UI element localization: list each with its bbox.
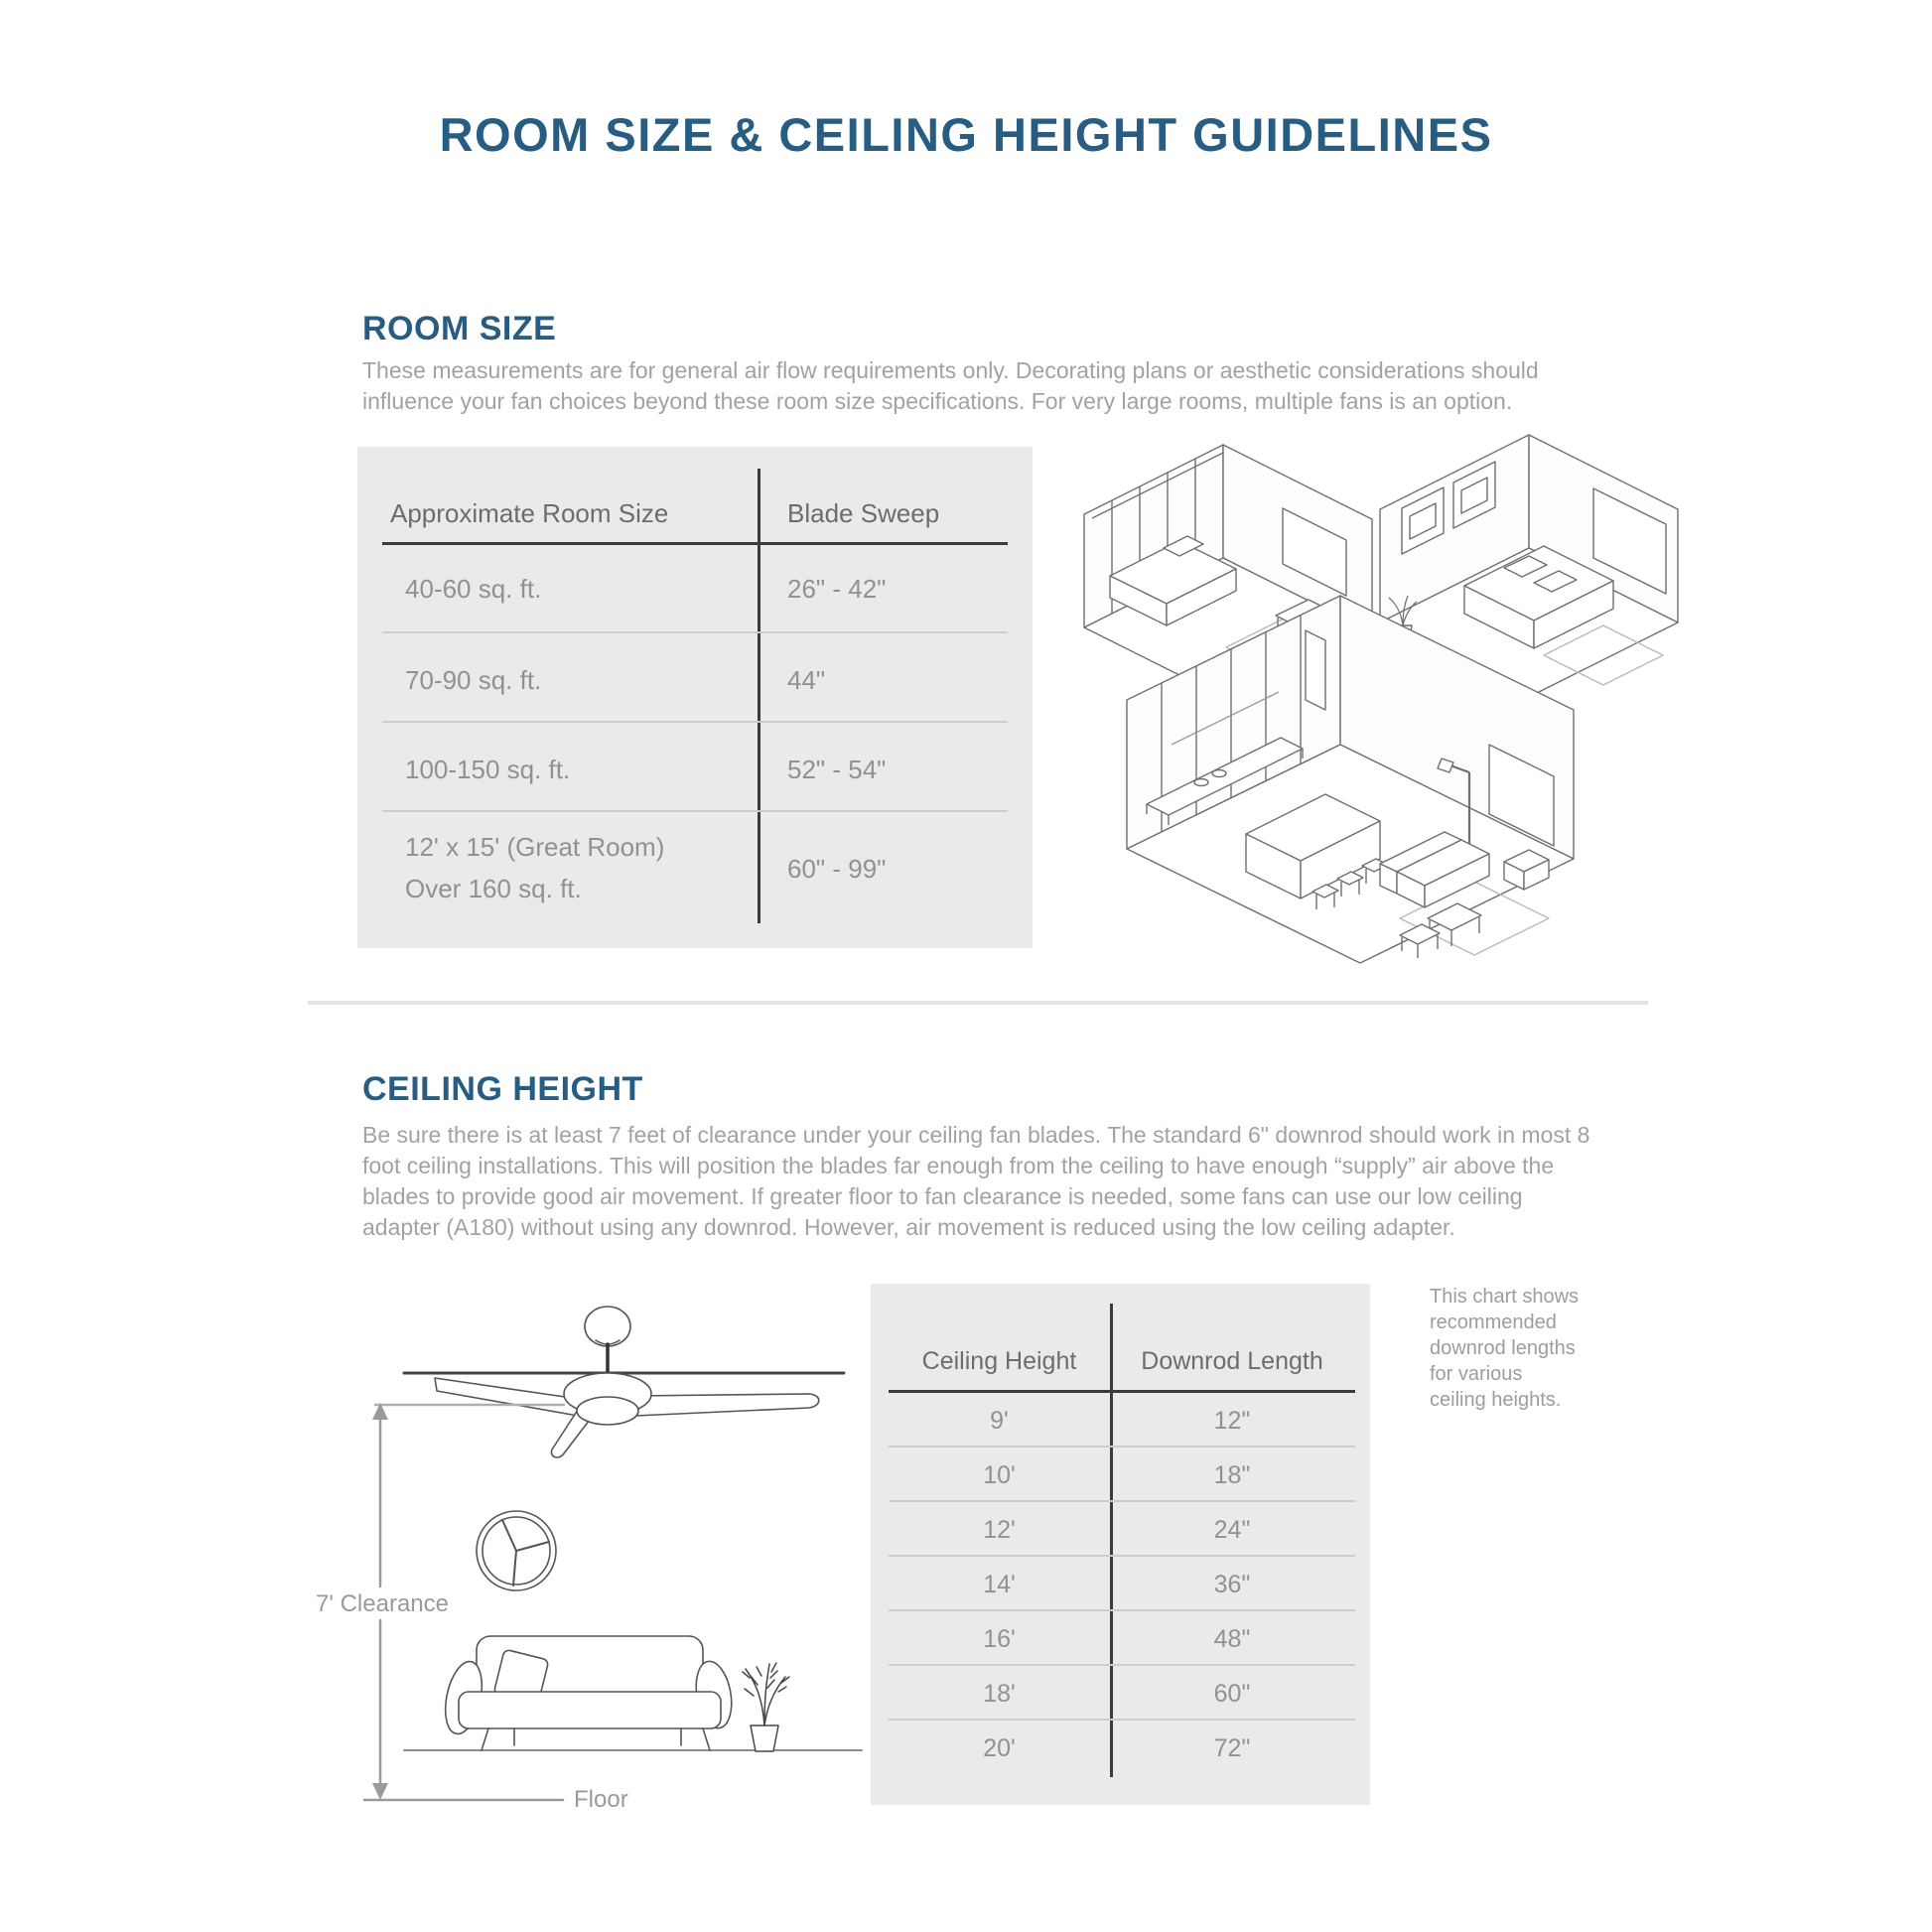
isometric-rooms-illustration [1052,417,1688,973]
table-cell-sweep: 44" [787,665,826,695]
ceiling-fan-icon [435,1307,819,1457]
cell-height: 14' [983,1571,1016,1598]
cell-downrod: 60" [1213,1680,1251,1708]
cell-height: 18' [983,1680,1016,1708]
row-separator [889,1446,1355,1448]
table-cell-room: 100-150 sq. ft. [405,755,571,784]
table-cell-sweep: 26" - 42" [787,574,887,604]
header-underline [382,542,1008,545]
cell-height: 16' [983,1625,1016,1653]
ceiling-height-description: Be sure there is at least 7 feet of clearance under your ceiling fan blades. The standard 6" downrod should work in most 8 foot ceiling installations. This will position the blades far enough from the ceiling to have enough “supply” air above the blades to provide good air movement. If greater floor to fan clearance is needed, some fans can use our low ceiling adapter (A180) without using any downrod. However, air movement is reduced using the low ceiling adapter. [362,1122,1590,1240]
cell-height: 10' [983,1461,1016,1489]
table-note [1430,1284,1628,1413]
note-line: recommended [1430,1311,1557,1333]
cell-downrod: 18" [1213,1461,1251,1489]
row-separator [889,1609,1355,1611]
column-header-ceiling-height: Ceiling Height [921,1347,1077,1375]
column-header-blade-sweep: Blade Sweep [787,498,940,528]
note-line: ceiling heights. [1430,1389,1562,1411]
room-size-description: These measurements are for general air flow requirements only. Decorating plans or aesthetic considerations should influence your fan choices beyond these room size specifications. For very large rooms, multiple fans is an option. [362,357,1539,414]
sofa-icon [440,1636,737,1750]
table-cell-room: 40-60 sq. ft. [405,574,542,604]
ceiling-height-table [871,1284,1370,1805]
room-size-table [357,447,1033,948]
row-separator [889,1555,1355,1557]
room-size-heading: ROOM SIZE [362,310,557,347]
plant-icon [743,1663,789,1751]
cell-downrod: 12" [1213,1407,1251,1435]
row-separator [889,1664,1355,1666]
table-cell-sweep: 60" - 99" [787,854,887,884]
fan-clearance-diagram [268,1271,884,1827]
cell-downrod: 36" [1213,1571,1251,1598]
header-underline [889,1390,1355,1393]
note-line: downrod lengths [1430,1337,1576,1359]
note-line: for various [1430,1363,1523,1385]
column-header-room-size: Approximate Room Size [390,498,669,528]
cell-height: 20' [983,1734,1016,1762]
cell-downrod: 48" [1213,1625,1251,1653]
cell-downrod: 24" [1213,1516,1251,1544]
row-separator [382,810,1008,812]
ceiling-height-heading: CEILING HEIGHT [362,1070,643,1108]
column-divider [758,469,760,923]
row-separator [889,1500,1355,1502]
table-cell-sweep: 52" - 54" [787,755,887,784]
clearance-label: 7' Clearance [310,1590,455,1618]
cell-downrod: 72" [1213,1734,1251,1762]
row-separator [382,721,1008,723]
wall-clock-icon [477,1511,556,1590]
floor-label: Floor [568,1786,634,1814]
cell-height: 9' [990,1407,1009,1435]
row-separator [382,631,1008,633]
column-header-downrod-length: Downrod Length [1141,1347,1323,1375]
table-cell-room-line2: Over 160 sq. ft. [405,874,582,903]
cell-height: 12' [983,1516,1016,1544]
table-cell-room-line1: 12' x 15' (Great Room) [405,832,665,862]
page-title: ROOM SIZE & CEILING HEIGHT GUIDELINES [439,108,1493,161]
note-line: This chart shows [1430,1286,1580,1308]
table-cell-room: 70-90 sq. ft. [405,665,542,695]
row-separator [889,1719,1355,1721]
section-divider [308,1001,1648,1005]
